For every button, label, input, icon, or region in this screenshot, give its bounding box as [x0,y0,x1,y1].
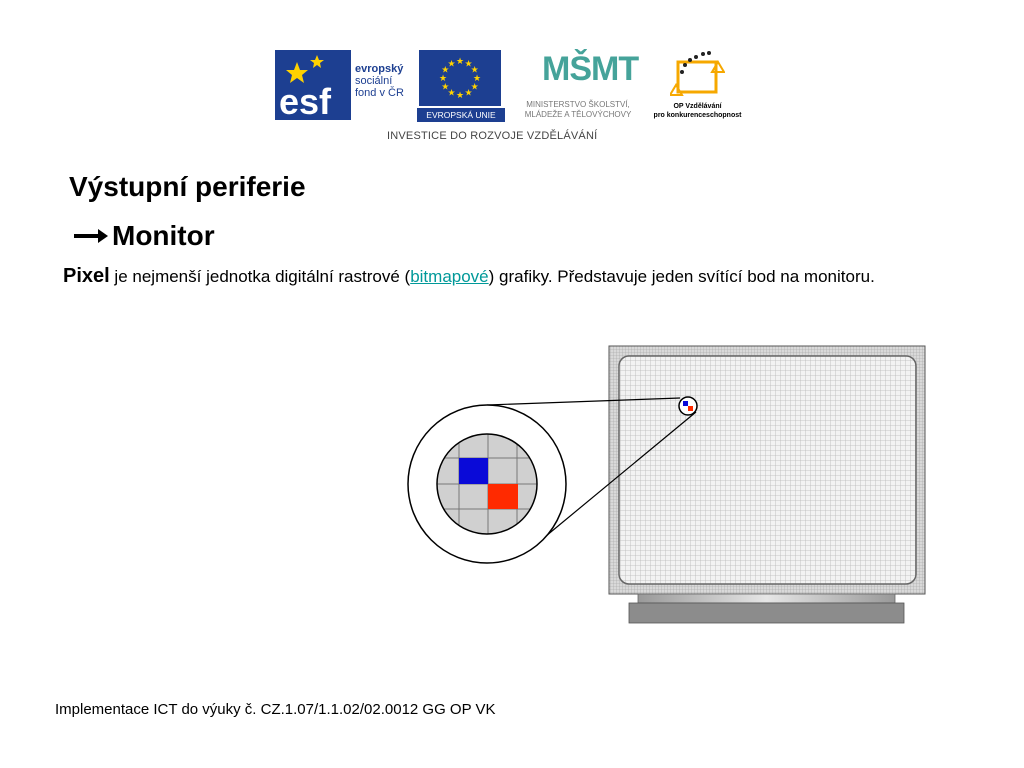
page-title: Výstupní periferie [69,171,306,202]
section-heading-text: Monitor [112,220,215,251]
monitor-body [609,346,925,594]
arrow-right-icon [72,229,110,243]
op-logo [670,50,725,105]
esf-logo [275,50,351,120]
op-logo-text: OP Vzdělávání pro konkurenceschopnost [653,103,742,119]
esf-logo-text: evropský sociální fond v ČR [355,63,404,99]
eu-star: ★ [464,58,473,69]
definition-paragraph [63,264,963,289]
msmt-logo-text: MINISTERSTVO ŠKOLSTVÍ, MLÁDEŽE A TĚLOVÝCHOVY [524,100,632,119]
msmt-logo: MŠMT [542,50,639,88]
red-pixel [488,484,518,509]
tagline: INVESTICE DO ROZVOJE VZDĚLÁVÁNÍ [387,130,598,142]
text-before-link: je nejmenší jednotka digitální rastrové ( [109,267,411,286]
eu-caption: EVROPSKÁ UNIE [417,108,505,122]
eu-star: ★ [441,64,450,75]
eu-star: ★ [455,90,465,100]
monitor-pixel-illustration [400,340,930,635]
eu-star: ★ [447,58,456,69]
eu-flag-logo [419,50,501,106]
eu-star: ★ [472,73,482,83]
footer-text: Implementace ICT do výuky č. CZ.1.07/1.1.02/02.0012 GG OP VK [55,701,496,718]
pixel-highlight [679,397,697,415]
eu-star: ★ [470,64,479,75]
eu-star: ★ [470,81,479,92]
eu-star: ★ [447,87,456,98]
eu-star: ★ [441,81,450,92]
text-after-link: ) grafiky. Představuje jeden svítící bod na monitoru. [488,267,875,286]
eu-star: ★ [455,56,465,66]
zoom-lens [408,405,566,563]
section-heading [72,220,215,252]
monitor-base [629,594,904,623]
blue-pixel [459,458,488,484]
bitmap-link[interactable]: bitmapové [410,267,489,286]
svg-text:esf: esf [279,81,332,120]
eu-star: ★ [438,73,448,83]
definition-term: Pixel [63,265,110,287]
eu-star: ★ [464,87,473,98]
